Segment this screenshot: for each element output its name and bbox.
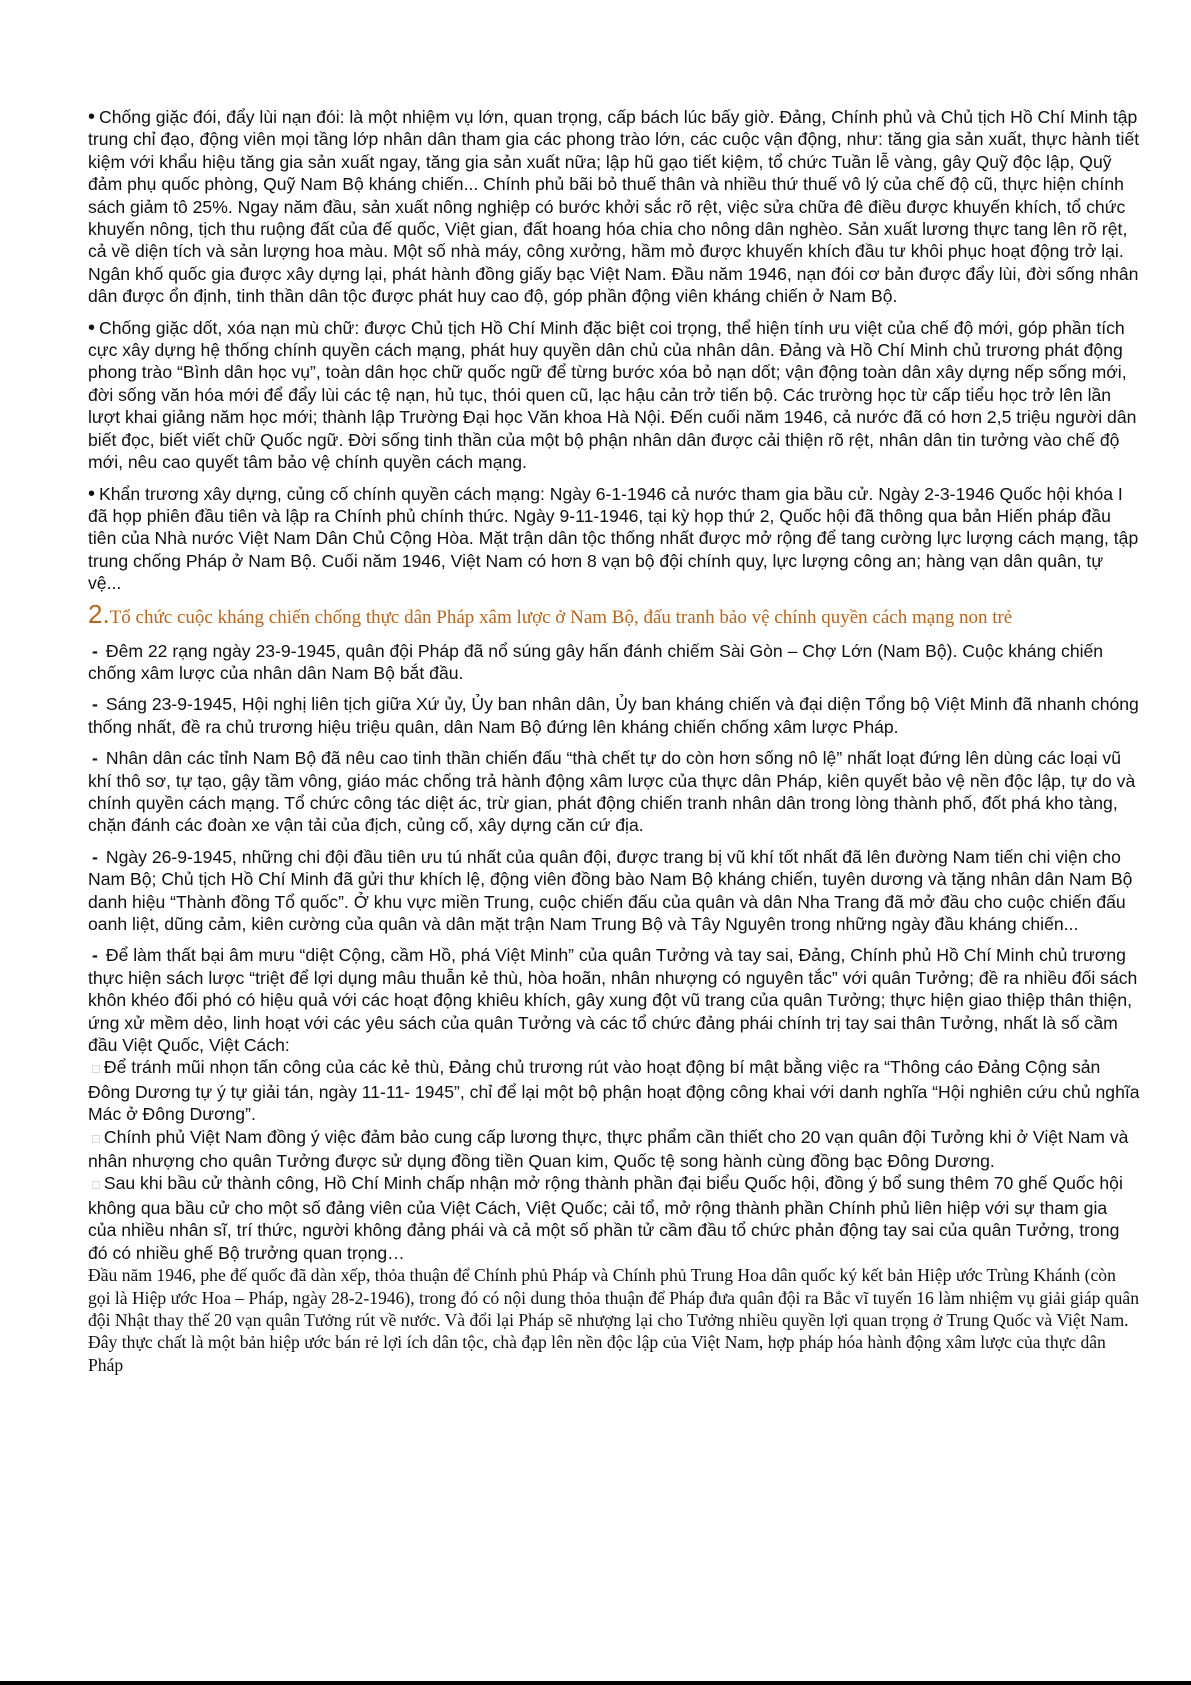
paragraph-chinh-quyen: • Khẩn trương xây dựng, củng cố chính quyền cách mạng: Ngày 6-1-1946 cả nước tham gia bầu cử. Ngày 2-3-1946 Quốc hội khóa I đã họp phiên đầu tiên và lập ra Chính phủ chính thức. Ngày 9-11-1946, tại kỳ họp thứ 2, Quốc hội đã thông qua bản Hiến pháp đầu tiên của Nhà nước Việt Nam Dân Chủ Cộng Hòa. Mặt trận dân tộc thống nhất được mở rộng để tang cường lực lượng cách mạng, tập trung chống Pháp ở Nam Bộ. Cuối năm 1946, Việt Nam có hơn 8 vạn bộ đội chính quy, lực lượng công an; hàng vạn dân quân, tự vệ... [88,483,1140,595]
dash-item-3: - Nhân dân các tỉnh Nam Bộ đã nêu cao tinh thần chiến đấu “thà chết tự do còn hơn sống nô lệ” nhất loạt đứng lên dùng các loại vũ khí thô sơ, tự tạo, gậy tầm vông, giáo mác chống trả hành động xâm lược của thực dân Pháp, kiên quyết bảo vệ nền độc lập, tự do và chính quyền cách mạng. Tổ chức công tác diệt ác, trừ gian, phát động chiến tranh nhân dân trong lòng thành phố, đốt phá kho tàng, chặn đánh các đoàn xe vận tải của địch, củng cố, xây dựng căn cứ địa. [88,747,1140,837]
section-heading-2 [88,598,1140,629]
sub-item-2: □ Chính phủ Việt Nam đồng ý việc đảm bảo cung cấp lương thực, thực phẩm cần thiết cho 20 vạn quân đội Tưởng khi ở Việt Nam và nhân nhượng cho quân Tưởng được sử dụng đồng tiền Quan kim, Quốc tệ song hành cùng đồng bạc Đông Dương. [88,1126,1140,1173]
paragraph-chong-giac-dot: • Chống giặc dốt, xóa nạn mù chữ: được Chủ tịch Hồ Chí Minh đặc biệt coi trọng, thể hiện tính ưu việt của chế độ mới, góp phần tích cực xây dựng hệ thống chính quyền cách mạng, phát huy quyền dân chủ của nhân dân. Đảng và Hồ Chí Minh chủ trương phát động phong trào “Bình dân học vụ”, toàn dân học chữ quốc ngữ để từng bước xóa bỏ nạn dốt; vận động toàn dân xây dựng nếp sống mới, đời sống văn hóa mới để đẩy lùi các tệ nạn, hủ tục, thói quen cũ, lạc hậu cản trở tiến bộ. Các trường học từ cấp tiểu học trở lên lần lượt khai giảng năm học mới; thành lập Trường Đại học Văn khoa Hà Nội. Đến cuối năm 1946, cả nước đã có hơn 2,5 triệu người dân biết đọc, biết viết chữ Quốc ngữ. Đời sống tinh thần của một bộ phận nhân dân được cải thiện rõ rệt, nhân dân tin tưởng vào chế độ mới, nêu cao quyết tâm bảo vệ chính quyền cách mạng. [88,317,1140,474]
dash-item-1: - Đêm 22 rạng ngày 23-9-1945, quân đội Pháp đã nổ súng gây hấn đánh chiếm Sài Gòn – Chợ Lớn (Nam Bộ). Cuộc kháng chiến chống xâm lược của nhân dân Nam Bộ bắt đầu. [88,640,1140,685]
dash-item-4: - Ngày 26-9-1945, những chi đội đầu tiên ưu tú nhất của quân đội, được trang bị vũ khí tốt nhất đã lên đường Nam tiến chi viện cho Nam Bộ; Chủ tịch Hồ Chí Minh đã gửi thư khích lệ, động viên đồng bào Nam Bộ kháng chiến, tuyên dương và tặng nhân dân Nam Bộ danh hiệu “Thành đồng Tổ quốc”. Ở khu vực miền Trung, cuộc chiến đấu của quân và dân Nha Trang đã mở đầu cho cuộc chiến đấu oanh liệt, dũng cảm, kiên cường của quân và dân mặt trận Nam Trung Bộ và Tây Nguyên trong những ngày đầu kháng chiến... [88,846,1140,936]
paragraph-chong-giac-doi: • Chống giặc đói, đẩy lùi nạn đói: là một nhiệm vụ lớn, quan trọng, cấp bách lúc bấy giờ. Đảng, Chính phủ và Chủ tịch Hồ Chí Minh tập trung chỉ đạo, động viên mọi tầng lớp nhân dân tham gia các phong trào lớn, các cuộc vận động, như: tăng gia sản xuất, thực hành tiết kiệm với khẩu hiệu tăng gia sản xuất ngay, tăng gia sản xuất nữa; lập hũ gạo tiết kiệm, tổ chức Tuần lễ vàng, gây Quỹ độc lập, Quỹ đảm phụ quốc phòng, Quỹ Nam Bộ kháng chiến... Chính phủ bãi bỏ thuế thân và nhiều thứ thuế vô lý của chế độ cũ, thực hiện chính sách giảm tô 25%. Ngay năm đầu, sản xuất nông nghiệp có bước khởi sắc rõ rệt, việc sửa chữa đê điều được khuyến khích, tổ chức khuyến nông, tịch thu ruộng đất của đế quốc, Việt gian, đất hoang hóa chia cho nông dân nghèo. Sản xuất lương thực tang lên rõ rệt, cả về diện tích và sản lượng hoa màu. Một số nhà máy, công xưởng, hầm mỏ được khuyến khích đầu tư khôi phục hoạt động trở lại. Ngân khố quốc gia được xây dựng lại, phát hành đồng giấy bạc Việt Nam. Đầu năm 1946, nạn đói cơ bản được đẩy lùi, đời sống nhân dân được ổn định, tinh thần dân tộc được phát huy cao độ, góp phần động viên kháng chiến ở Nam Bộ. [88,106,1140,308]
sub-item-1: □ Để tránh mũi nhọn tấn công của các kẻ thù, Đảng chủ trương rút vào hoạt động bí mật bằng việc ra “Thông cáo Đảng Cộng sản Đông Dương tự ý tự giải tán, ngày 11-11- 1945”, chỉ để lại một bộ phận hoạt động công khai với danh nghĩa “Hội nghiên cứu chủ nghĩa Mác ở Đông Dương”. [88,1056,1140,1125]
page-bottom-rule [0,1681,1191,1685]
paragraph-hiep-uoc: Đầu năm 1946, phe đế quốc đã dàn xếp, thỏa thuận để Chính phủ Pháp và Chính phủ Trung Hoa dân quốc ký kết bản Hiệp ước Trùng Khánh (còn gọi là Hiệp ước Hoa – Pháp, ngày 28-2-1946), trong đó có nội dung thỏa thuận để Pháp đưa quân đội ra Bắc vĩ tuyến 16 làm nhiệm vụ giải giáp quân đội Nhật thay thế 20 vạn quân Tưởng rút về nước. Và đổi lại Pháp sẽ nhượng lại cho Tưởng nhiều quyền lợi quan trọng ở Trung Quốc và Việt Nam. Đây thực chất là một bản hiệp ước bán rẻ lợi ích dân tộc, chà đạp lên nền độc lập của Việt Nam, hợp pháp hóa hành động xâm lược của thực dân Pháp [88,1265,1140,1375]
dash-item-5: - Để làm thất bại âm mưu “diệt Cộng, cầm Hồ, phá Việt Minh” của quân Tưởng và tay sai, Đảng, Chính phủ Hồ Chí Minh chủ trương thực hiện sách lược “triệt để lợi dụng mâu thuẫn kẻ thù, hòa hoãn, nhân nhượng có nguyên tắc” với quân Tưởng; đề ra nhiều đối sách khôn khéo đối phó có hiệu quả với các hoạt động khiêu khích, gây xung đột vũ trang của quân Tưởng; thực hiện giao thiệp thân thiện, ứng xử mềm dẻo, linh hoạt với các yêu sách của quân Tưởng và các tổ chức đảng phái chính trị tay sai thân Tưởng, nhất là số cầm đầu Việt Quốc, Việt Cách: [88,944,1140,1056]
section-number: 2. [88,598,110,629]
sub-item-3: □ Sau khi bầu cử thành công, Hồ Chí Minh chấp nhận mở rộng thành phần đại biểu Quốc hội, đồng ý bổ sung thêm 70 ghế Quốc hội không qua bầu cử cho một số đảng viên của Việt Cách, Việt Quốc; cải tổ, mở rộng thành phần Chính phủ liên hiệp với sự tham gia của nhiều nhân sĩ, trí thức, người không đảng phái và cả một số phần tử cầm đầu tổ chức phản động tay sai của quân Tưởng, trong đó có nhiều ghế Bộ trưởng quan trọng… [88,1172,1140,1264]
dash-item-2: - Sáng 23-9-1945, Hội nghị liên tịch giữa Xứ ủy, Ủy ban nhân dân, Ủy ban kháng chiến và đại diện Tổng bộ Việt Minh đã nhanh chóng thống nhất, đề ra chủ trương hiệu triệu quân, dân Nam Bộ đứng lên kháng chiến chống xâm lược Pháp. [88,693,1140,738]
section-title: Tổ chức cuộc kháng chiến chống thực dân Pháp xâm lược ở Nam Bộ, đấu tranh bảo vệ chính quyền cách mạng non trẻ [109,606,1013,628]
document-page [88,106,1140,1385]
